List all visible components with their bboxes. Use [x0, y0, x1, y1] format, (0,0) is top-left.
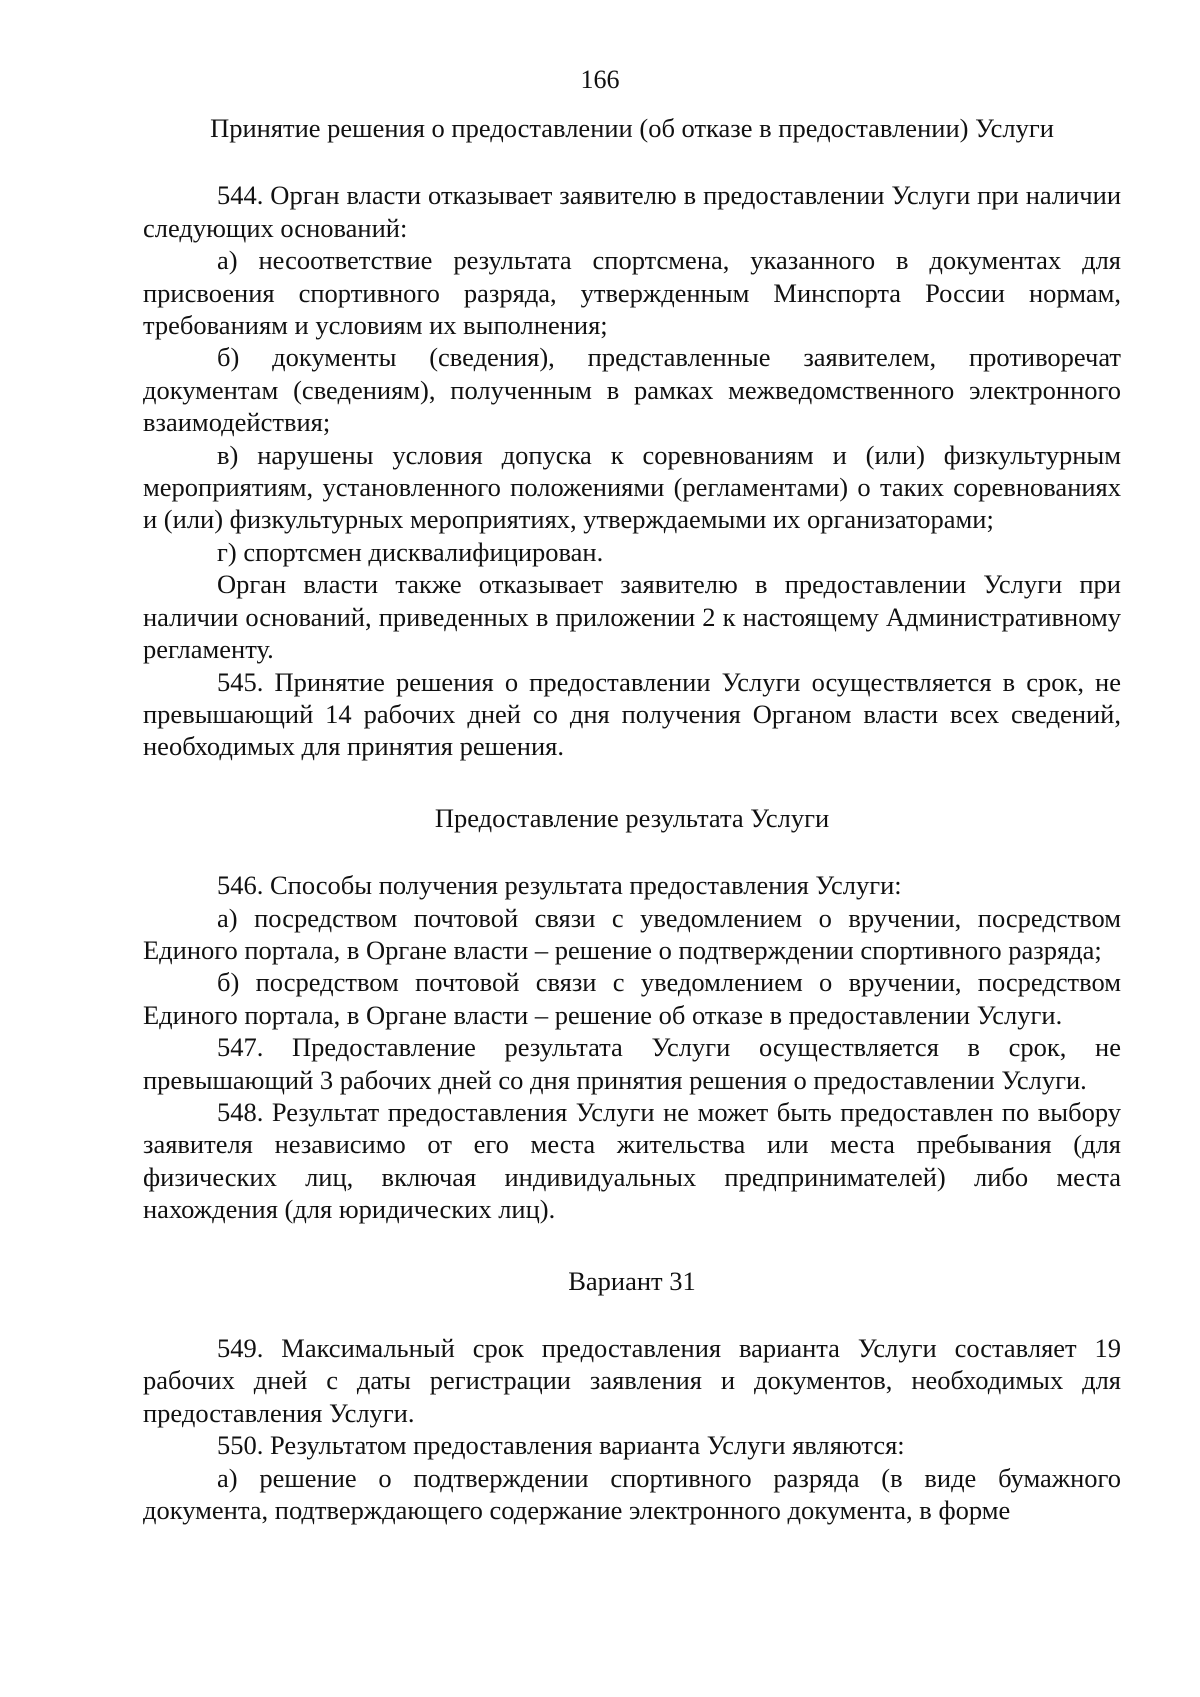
paragraph-550-a: а) решение о подтверждении спортивного разряда (в виде бумажного документа, подтверждающего содержание электронного документа, в форме	[143, 1462, 1121, 1526]
page-number: 166	[580, 65, 620, 94]
paragraph-546: 546. Способы получения результата предоставления Услуги:	[217, 870, 902, 901]
section-heading-decision: Принятие решения о предоставлении (об отказе в предоставлении) Услуги	[210, 113, 1054, 143]
section-heading-result: Предоставление результата Услуги	[434, 802, 830, 833]
document-body	[143, 112, 1121, 1526]
paragraph-547: 547. Предоставление результата Услуги осуществляется в срок, не превышающий 3 рабочих дней со дня принятия решения о предоставлении Услуги.	[143, 1032, 1121, 1095]
paragraph-548: 548. Результат предоставления Услуги не может быть предоставлен по выбору заявителя независимо от его места жительства или места пребывания (для физических лиц, включая индивидуальных предпринимателей) либо места нахождения (для юридических лиц).	[143, 1096, 1121, 1225]
paragraph-544-b: б) документы (сведения), представленные заявителем, противоречат документам (сведениям), полученным в рамках межведомственного электронного взаимодействия;	[143, 342, 1121, 438]
paragraph-550: 550. Результатом предоставления варианта Услуги являются:	[217, 1430, 905, 1461]
paragraph-546-b: б) посредством почтовой связи с уведомлением о вручении, посредством Единого портала, в Органе власти – решение об отказе в предоставлении Услуги.	[143, 967, 1121, 1030]
paragraph-544-a: а) несоответствие результата спортсмена, указанного в документах для присвоения спортивного разряда, утвержденным Минспорта России нормам, требованиям и условиям их выполнения;	[143, 245, 1121, 341]
section-heading-variant-31: Вариант 31	[568, 1265, 696, 1296]
paragraph-545: 545. Принятие решения о предоставлении Услуги осуществляется в срок, не превышающий 14 рабочих дней со дня получения Органом власти всех сведений, необходимых для принятия решения.	[143, 666, 1121, 762]
paragraph-549: 549. Максимальный срок предоставления варианта Услуги составляет 19 рабочих дней с даты регистрации заявления и документов, необходимых для предоставления Услуги.	[143, 1333, 1121, 1428]
paragraph-544-v: в) нарушены условия допуска к соревнованиям и (или) физкультурным мероприятиям, установленного положениями (регламентами) о таких соревнованиях и (или) физкультурных мероприятиях, утверждаемыми их организаторами;	[143, 439, 1121, 535]
paragraph-544-g: г) спортсмен дисквалифицирован.	[217, 536, 604, 567]
paragraph-544: 544. Орган власти отказывает заявителю в предоставлении Услуги при наличии следующих оснований:	[143, 180, 1121, 243]
paragraph-546-a: а) посредством почтовой связи с уведомлением о вручении, посредством Единого портала, в Органе власти – решение о подтверждении спортивного разряда;	[143, 902, 1121, 965]
paragraph-544-additional: Орган власти также отказывает заявителю в предоставлении Услуги при наличии оснований, приведенных в приложении 2 к настоящему Административному регламенту.	[143, 569, 1121, 665]
